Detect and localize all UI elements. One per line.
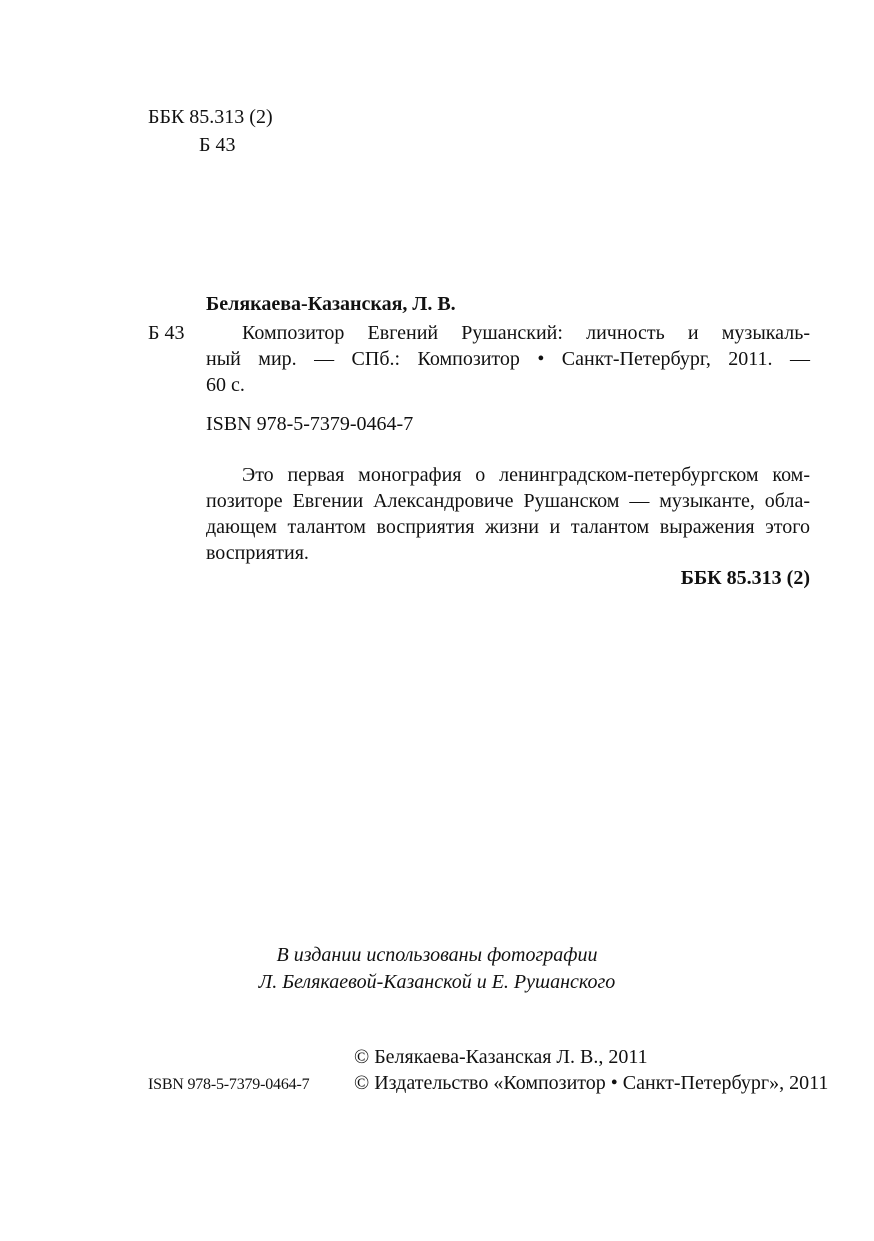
isbn-main: ISBN 978-5-7379-0464-7	[206, 413, 414, 435]
photo-credit-line: В издании использованы фотографии	[276, 944, 598, 966]
description-line: Композитор Евгений Рушанский: личность и музыкаль-	[242, 322, 810, 344]
photo-credit-line: Л. Белякаевой-Казанской и Е. Рушанского	[258, 971, 616, 993]
abstract-line: Это первая монография о ленинградском-петербургском ком-	[242, 464, 810, 486]
author-heading: Белякаева-Казанская, Л. В.	[206, 293, 456, 315]
bbk-code-right: ББК 85.313 (2)	[680, 567, 810, 589]
description-line: 60 с.	[206, 374, 245, 396]
copyright-line: © Белякаева-Казанская Л. В., 2011	[354, 1046, 648, 1068]
author-mark-top: Б 43	[199, 134, 236, 156]
copyright-line: © Издательство «Композитор • Санкт-Петербург», 2011	[354, 1072, 829, 1094]
copyright-block	[354, 1044, 828, 1096]
bibliographic-description	[206, 320, 810, 398]
isbn-footer: ISBN 978-5-7379-0464-7	[148, 1076, 310, 1093]
abstract-line: позиторе Евгении Александровиче Рушанском — музыканте, обла-	[206, 490, 810, 512]
description-line: ный мир. — СПб.: Композитор • Санкт-Петербург, 2011. —	[206, 348, 810, 370]
abstract-paragraph	[206, 462, 810, 566]
abstract-line: дающем талантом восприятия жизни и талантом выражения этого	[206, 516, 810, 538]
photo-credit-note	[0, 942, 874, 996]
bbk-code-top: ББК 85.313 (2)	[148, 106, 273, 128]
abstract-line: восприятия.	[206, 542, 309, 564]
author-mark-side: Б 43	[148, 322, 185, 344]
